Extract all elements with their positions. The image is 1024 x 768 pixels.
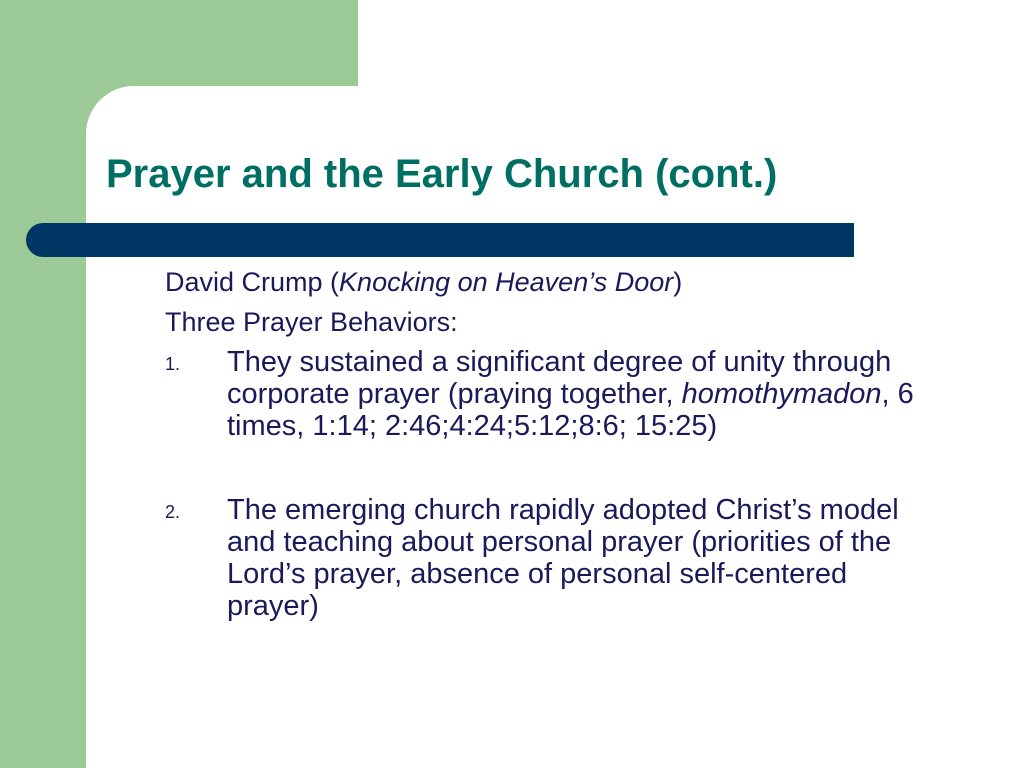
list-item-text: The emerging church rapidly adopted Christ’s model and teaching about personal prayer (priorities of the Lord’s prayer, absence of personal self-centered prayer) xyxy=(227,494,899,622)
author-suffix: ) xyxy=(673,267,683,297)
slide-title: Prayer and the Early Church (cont.) xyxy=(106,152,778,196)
behaviors-heading: Three Prayer Behaviors: xyxy=(165,307,458,337)
list-number: 1. xyxy=(165,354,181,374)
list-item xyxy=(165,346,945,442)
list-number: 2. xyxy=(165,502,181,522)
green-side-band xyxy=(0,0,86,768)
book-title: Knocking on Heaven’s Door xyxy=(339,267,674,297)
title-underline-bar xyxy=(26,223,854,257)
item-text-start: They sustained a significant degree of unity through corporate prayer (praying together, xyxy=(227,346,892,410)
slide-body xyxy=(165,262,945,622)
author-prefix: David Crump ( xyxy=(165,267,340,297)
green-top-band xyxy=(0,0,358,86)
italic-term: homothymadon xyxy=(681,378,882,410)
author-line xyxy=(165,262,945,302)
list-item xyxy=(165,494,945,622)
list-item-text xyxy=(227,346,945,442)
item-text-end: , 6 times, 1:14; 2:46;4:24;5:12;8:6; 15:25) xyxy=(227,378,914,442)
